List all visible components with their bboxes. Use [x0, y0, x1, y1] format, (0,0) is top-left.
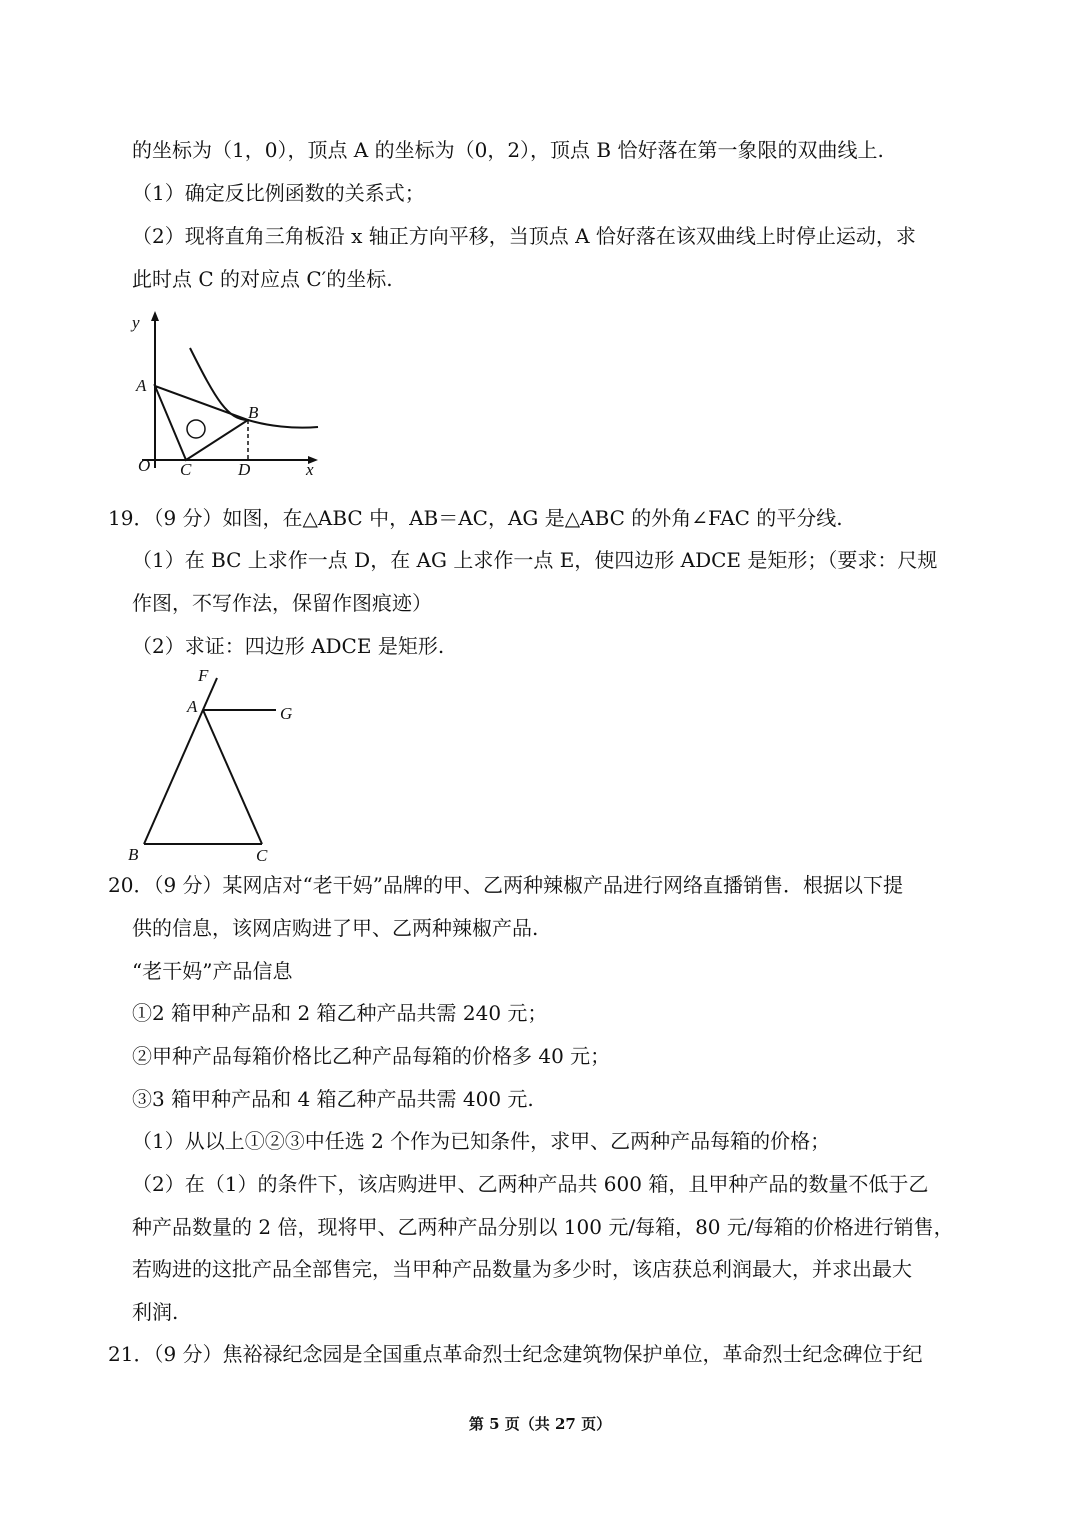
q19-segment-ac [203, 710, 262, 844]
q20-part-2-line-1: （2）在（1）的条件下，该店购进甲、乙两种产品共 600 箱，且甲种产品的数量不低于乙 [132, 1172, 929, 1196]
q18-label-y: y [132, 313, 140, 332]
page-footer: 第 5 页（共 27 页） [468, 1415, 612, 1433]
q20-part-2-line-2: 种产品数量的 2 倍，现将甲、乙两种产品分别以 100 元/每箱，80 元/每箱的价格进行销售， [132, 1215, 954, 1239]
q20-line-2: 供的信息，该网店购进了甲、乙两种辣椒产品. [132, 916, 539, 940]
q19-line-4: （2）求证：四边形 ADCE 是矩形. [132, 634, 445, 658]
q19-label-f: F [198, 666, 209, 685]
q18-label-d: D [238, 460, 251, 479]
q20-info-3: ③3 箱甲种产品和 4 箱乙种产品共需 400 元. [132, 1087, 534, 1111]
q20-line-1: 20．（9 分）某网店对“老干妈”品牌的甲、乙两种辣椒产品进行网络直播销售．根据以下提 [108, 873, 903, 897]
q19-label-a: A [187, 697, 198, 716]
q20-info-title: “老干妈”产品信息 [132, 959, 293, 983]
q19-line-3: 作图，不写作法，保留作图痕迹） [132, 591, 432, 615]
q18-line-1: 的坐标为（1，0），顶点 A 的坐标为（0，2），顶点 B 恰好落在第一象限的双曲线上. [132, 138, 884, 162]
q18-y-arrow [151, 311, 159, 321]
q18-label-o: O [138, 456, 151, 475]
q20-part-2-line-3: 若购进的这批产品全部售完，当甲种产品数量为多少时，该店获总利润最大，并求出最大 [132, 1257, 912, 1281]
q20-part-1: （1）从以上①②③中任选 2 个作为已知条件，求甲、乙两种产品每箱的价格； [132, 1129, 831, 1153]
q19-label-b: B [128, 845, 139, 864]
q18-line-4: 此时点 C 的对应点 C′的坐标. [132, 267, 393, 291]
q19-line-1: 19．（9 分）如图，在△ABC 中，AB＝AC，AG 是△ABC 的外角∠FAC 的平分线. [108, 506, 843, 530]
q21-line-1: 21．（9 分）焦裕禄纪念园是全国重点革命烈士纪念建筑物保护单位，革命烈士纪念碑位于纪 [108, 1342, 923, 1366]
q19-line-2: （1）在 BC 上求作一点 D，在 AG 上求作一点 E，使四边形 ADCE 是矩形；（要求：尺规 [132, 548, 938, 572]
q20-part-2-line-4: 利润. [132, 1300, 179, 1324]
q18-label-a: A [136, 376, 147, 395]
q18-label-x: x [306, 460, 314, 479]
q19-figure [124, 664, 308, 868]
q18-line-3: （2）现将直角三角板沿 x 轴正方向平移，当顶点 A 恰好落在该双曲线上时停止运动，求 [132, 224, 916, 248]
q19-label-c: C [256, 846, 268, 865]
q19-label-g: G [280, 704, 293, 723]
q20-info-2: ②甲种产品每箱价格比乙种产品每箱的价格多 40 元； [132, 1044, 611, 1068]
q18-figure [128, 308, 328, 480]
q18-label-c: C [180, 460, 192, 479]
q18-triangle [155, 386, 248, 460]
q18-triangle-hole [187, 420, 205, 438]
q20-info-1: ①2 箱甲种产品和 2 箱乙种产品共需 240 元； [132, 1001, 548, 1025]
q18-label-b: B [248, 403, 259, 422]
q19-line-bf [144, 678, 217, 844]
q18-line-2: （1）确定反比例函数的关系式； [132, 181, 425, 205]
